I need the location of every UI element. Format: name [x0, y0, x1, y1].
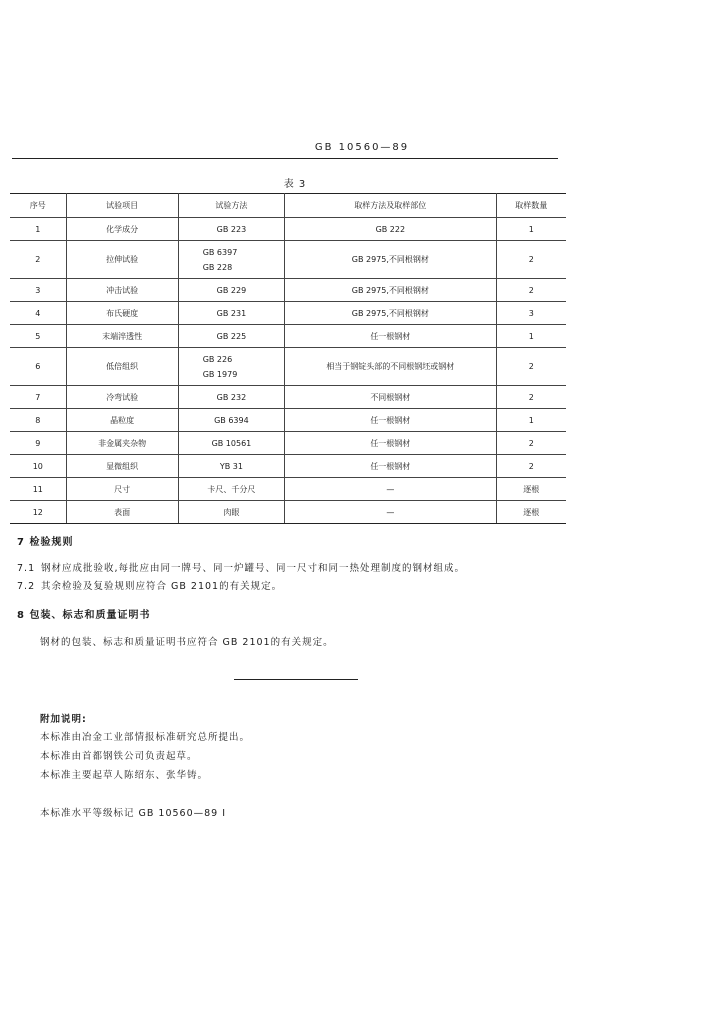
cell-method: GB 6394: [178, 409, 284, 432]
header-sample-quantity: 取样数量: [496, 194, 566, 218]
cell-item: 冷弯试验: [66, 386, 178, 409]
cell-qty: 3: [496, 302, 566, 325]
table-row: [10, 478, 566, 501]
cell-sampling: 任一根钢材: [285, 455, 496, 478]
cell-sampling: 任一根钢材: [285, 432, 496, 455]
cell-sampling: 任一根钢材: [285, 325, 496, 348]
page-header-standard-number: GB 10560—89: [314, 142, 410, 153]
cell-item: 表面: [66, 501, 178, 524]
method-line: GB 1979: [202, 369, 238, 379]
section-7-title: 7 检验规则: [17, 537, 74, 548]
table-row: [10, 302, 566, 325]
cell-method: GB 229: [178, 279, 284, 302]
cell-item: 末端淬透性: [66, 325, 178, 348]
table-row: [10, 501, 566, 524]
cell-sampling: GB 2975,不同根钢材: [285, 241, 496, 279]
cell-qty: 2: [496, 455, 566, 478]
table-row: [10, 386, 566, 409]
cell-qty: 2: [496, 386, 566, 409]
cell-qty: 2: [496, 279, 566, 302]
table-row: [10, 432, 566, 455]
table-row: [10, 325, 566, 348]
table-row: [10, 409, 566, 432]
cell-qty: 逐根: [496, 478, 566, 501]
cell-method: 肉眼: [178, 501, 284, 524]
cell-no: 4: [10, 302, 66, 325]
cell-method: 卡尺、千分尺: [178, 478, 284, 501]
cell-item: 冲击试验: [66, 279, 178, 302]
cell-method: [178, 241, 284, 279]
header-sampling-method: 取样方法及取样部位: [285, 194, 496, 218]
table-caption: 表 3: [283, 179, 307, 190]
cell-item: 非金属夹杂物: [66, 432, 178, 455]
notes-line: 本标准由冶金工业部情报标准研究总所提出。: [40, 732, 251, 743]
cell-qty: 1: [496, 325, 566, 348]
cell-item: 晶粒度: [66, 409, 178, 432]
table-row: [10, 279, 566, 302]
header-serial-no: 序号: [10, 194, 66, 218]
cell-no: 3: [10, 279, 66, 302]
cell-no: 5: [10, 325, 66, 348]
cell-qty: 2: [496, 241, 566, 279]
cell-item: 尺寸: [66, 478, 178, 501]
cell-item: 低倍组织: [66, 348, 178, 386]
cell-sampling: —: [285, 501, 496, 524]
cell-sampling: 不同根钢材: [285, 386, 496, 409]
cell-no: 7: [10, 386, 66, 409]
notes-line: 本标准主要起草人陈绍东、张华铸。: [40, 770, 209, 781]
cell-no: 10: [10, 455, 66, 478]
cell-item: 布氏硬度: [66, 302, 178, 325]
paragraph-7-1: [17, 560, 465, 574]
section-8-title: 8 包装、标志和质量证明书: [17, 610, 151, 621]
cell-sampling: —: [285, 478, 496, 501]
cell-method: GB 232: [178, 386, 284, 409]
table-row: [10, 455, 566, 478]
cell-item: 显微组织: [66, 455, 178, 478]
cell-method: GB 223: [178, 218, 284, 241]
paragraph-text: 钢材应成批验收,每批应由同一牌号、同一炉罐号、同一尺寸和同一热处理制度的钢材组成。: [41, 563, 466, 574]
cell-method: GB 10561: [178, 432, 284, 455]
paragraph-number: 7.2: [17, 581, 36, 592]
cell-no: 6: [10, 348, 66, 386]
header-rule: [12, 158, 558, 159]
cell-qty: 2: [496, 348, 566, 386]
cell-method: YB 31: [178, 455, 284, 478]
cell-qty: 2: [496, 432, 566, 455]
cell-no: 11: [10, 478, 66, 501]
paragraph-8: 钢材的包装、标志和质量证明书应符合 GB 2101的有关规定。: [40, 637, 334, 648]
end-rule: [234, 679, 358, 680]
paragraph-7-2: [17, 578, 282, 592]
method-line: GB 226: [202, 354, 233, 364]
method-line: GB 6397: [202, 247, 238, 257]
cell-no: 8: [10, 409, 66, 432]
cell-sampling: GB 2975,不同根钢材: [285, 302, 496, 325]
cell-sampling: 相当于钢锭头部的不同根钢坯或钢材: [285, 348, 496, 386]
header-test-method: 试验方法: [178, 194, 284, 218]
cell-no: 9: [10, 432, 66, 455]
notes-line: 本标准由首都钢铁公司负责起草。: [40, 751, 198, 762]
cell-qty: 逐根: [496, 501, 566, 524]
cell-method: GB 231: [178, 302, 284, 325]
cell-no: 1: [10, 218, 66, 241]
cell-sampling: 任一根钢材: [285, 409, 496, 432]
cell-item: 化学成分: [66, 218, 178, 241]
cell-no: 2: [10, 241, 66, 279]
method-line: GB 228: [202, 262, 233, 272]
cell-method: GB 225: [178, 325, 284, 348]
notes-title: 附加说明:: [40, 714, 87, 725]
cell-qty: 1: [496, 218, 566, 241]
paragraph-number: 7.1: [17, 563, 36, 574]
paragraph-text: 其余检验及复验规则应符合 GB 2101的有关规定。: [41, 581, 283, 592]
table-row: [10, 348, 566, 386]
table-row: [10, 241, 566, 279]
test-items-table: [10, 193, 566, 524]
cell-method: [178, 348, 284, 386]
cell-sampling: GB 2975,不同根钢材: [285, 279, 496, 302]
table-row: [10, 218, 566, 241]
cell-sampling: GB 222: [285, 218, 496, 241]
cell-qty: 1: [496, 409, 566, 432]
header-test-item: 试验项目: [66, 194, 178, 218]
cell-no: 12: [10, 501, 66, 524]
standard-level-mark: 本标准水平等级标记 GB 10560—89 I: [40, 808, 227, 819]
table-header-row: [10, 194, 566, 218]
cell-item: 拉伸试验: [66, 241, 178, 279]
